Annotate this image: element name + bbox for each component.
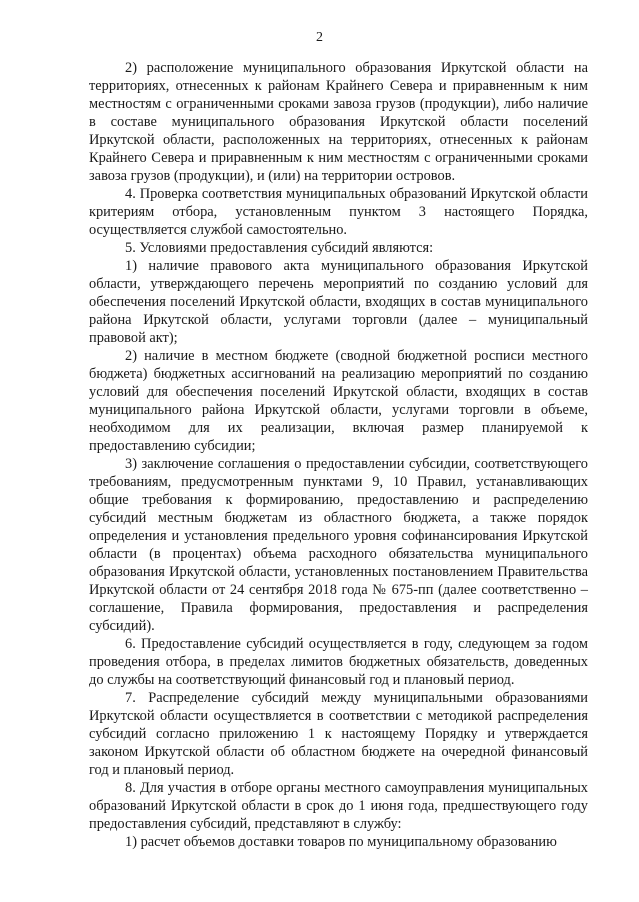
paragraph-condition-3-agreement: 3) заключение соглашения о предоставлении субсидии, соответствующего требованиям, предусмотренным пунктами 9, 10 Правил, устанавливающих общие требования к формированию, предоставлению и распределению субсидий местным бюджетам из областного бюджета, а также порядок определения и установления предельного уровня софинансирования Иркутской области (в процентах) объема расходного обязательства муниципального образования Иркутской области, установленных постановлением Правительства Иркутской области от 24 сентября 2018 года № 675-пп (далее соответственно – соглашение, Правила формирования, предоставления и распределения субсидий). bbox=[89, 456, 588, 634]
paragraph-8-item-1-calculation: 1) расчет объемов доставки товаров по муниципальному образованию bbox=[125, 834, 557, 850]
paragraph-5-conditions: 5. Условиями предоставления субсидий являются: bbox=[125, 240, 434, 256]
paragraph-item-2-location: 2) расположение муниципального образования Иркутской области на территориях, отнесенных к районам Крайнего Севера и приравненным к ним местностям с ограниченными сроками завоза грузов (продукции), либо наличие в составе муниципального образования Иркутской области поселений Иркутской области, расположенных на территориях, отнесенных к районам Крайнего Севера и приравненным к ним местностям с ограниченными сроками завоза грузов (продукции), и (или) на территории островов. bbox=[89, 60, 588, 184]
paragraph-4-verification: 4. Проверка соответствия муниципальных образований Иркутской области критериям отбора, установленным пунктом 3 настоящего Порядка, осуществляется службой самостоятельно. bbox=[89, 186, 588, 238]
paragraph-6-provision: 6. Предоставление субсидий осуществляется в году, следующем за годом проведения отбора, в пределах лимитов бюджетных обязательств, доведенных до службы на соответствующий финансовый год и плановый период. bbox=[89, 636, 588, 688]
paragraph-condition-1-legal-act: 1) наличие правового акта муниципального образования Иркутской области, утверждающего перечень мероприятий по созданию условий для обеспечения поселений Иркутской области, входящих в состав муниципального района Иркутской области, услугами торговли (далее – муниципальный правовой акт); bbox=[89, 258, 588, 346]
paragraph-condition-2-budget: 2) наличие в местном бюджете (сводной бюджетной росписи местного бюджета) бюджетных ассигнований на реализацию мероприятий по созданию условий для обеспечения поселений Иркутской области, входящих в состав муниципального района Иркутской области, услугами торговли в объеме, необходимом для их реализации, включая размер планируемой к предоставлению субсидии; bbox=[89, 348, 588, 454]
page-number: 2 bbox=[316, 30, 323, 45]
paragraph-8-participation: 8. Для участия в отборе органы местного самоуправления муниципальных образований Иркутской области в срок до 1 июня года, предшествующего году предоставления субсидий, представляют в службу: bbox=[89, 780, 588, 832]
document-body bbox=[89, 59, 588, 851]
paragraph-7-distribution: 7. Распределение субсидий между муниципальными образованиями Иркутской области осуществляется в соответствии с методикой распределения субсидий согласно приложению 1 к настоящему Порядку и утверждается законом Иркутской области об областном бюджете на очередной финансовый год и плановый период. bbox=[89, 690, 588, 778]
